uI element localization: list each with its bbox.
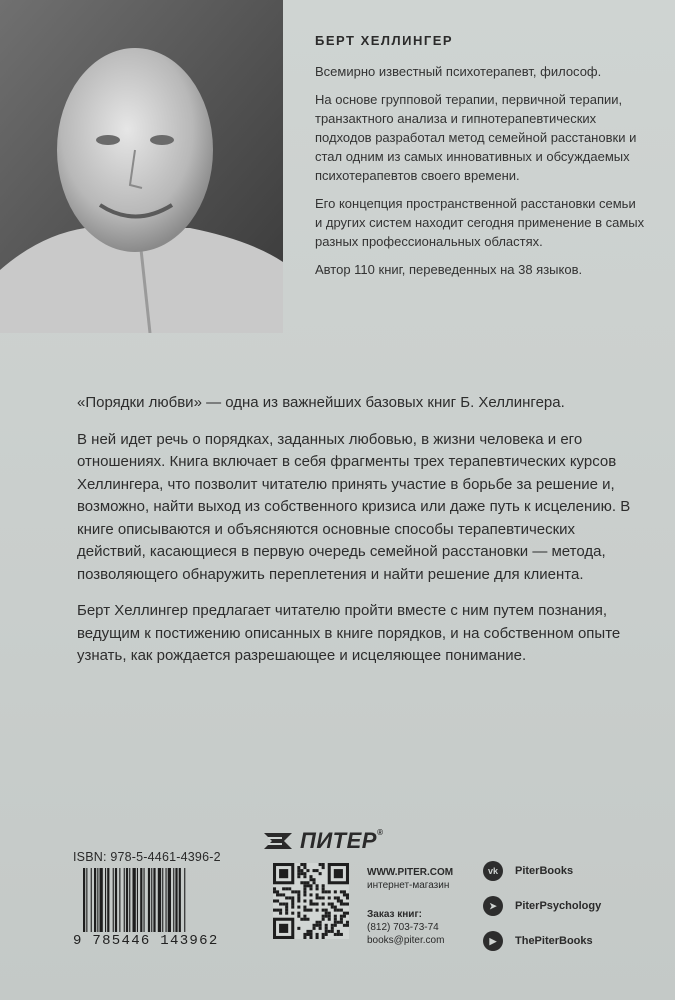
author-bio: [315, 62, 645, 288]
qr-module: [331, 906, 334, 909]
qr-module: [313, 878, 316, 881]
qr-module: [343, 890, 346, 893]
qr-module: [337, 933, 340, 936]
qr-module: [309, 884, 312, 887]
qr-module: [334, 890, 337, 893]
qr-module: [306, 930, 309, 933]
qr-module: [337, 899, 340, 902]
qr-module: [285, 906, 288, 909]
qr-module: [285, 887, 288, 890]
qr-module: [337, 909, 340, 912]
barcode-bar: [94, 868, 96, 932]
qr-module: [319, 896, 322, 899]
barcode-digits: 9 785446 143962: [73, 933, 219, 949]
social-link-youtube[interactable]: [483, 930, 601, 952]
qr-module: [291, 890, 294, 893]
barcode-bar: [168, 868, 171, 932]
qr-module: [297, 893, 300, 896]
qr-module: [316, 921, 319, 924]
qr-module: [316, 893, 319, 896]
qr-module: [297, 927, 300, 930]
qr-module: [282, 893, 285, 896]
qr-module: [316, 869, 319, 872]
qr-module: [346, 893, 349, 896]
qr-module: [273, 887, 276, 890]
qr-module: [297, 899, 300, 902]
barcode-bar: [86, 868, 87, 932]
qr-module: [303, 899, 306, 902]
qr-module: [297, 869, 300, 872]
qr-module: [291, 903, 294, 906]
qr-module: [316, 933, 319, 936]
qr-module: [309, 933, 312, 936]
qr-module: [303, 887, 306, 890]
qr-module: [297, 866, 300, 869]
qr-module: [309, 936, 312, 939]
qr-module: [322, 887, 325, 890]
qr-module: [340, 918, 343, 921]
barcode-bar: [124, 868, 125, 932]
qr-module: [340, 921, 343, 924]
qr-module: [309, 930, 312, 933]
barcode-bar: [140, 868, 142, 932]
qr-module: [297, 906, 300, 909]
order-info: [367, 908, 444, 947]
qr-module: [300, 869, 303, 872]
qr-module: [319, 863, 322, 866]
qr-module: [322, 866, 325, 869]
qr-module: [325, 912, 328, 915]
qr-module: [303, 884, 306, 887]
qr-module: [316, 903, 319, 906]
qr-module: [325, 924, 328, 927]
piter-arrow-icon: [262, 829, 298, 853]
barcode-block: [73, 850, 243, 950]
qr-module: [319, 927, 322, 930]
qr-module: [303, 890, 306, 893]
publisher-shop: [367, 866, 453, 892]
qr-module: [291, 899, 294, 902]
qr-module: [319, 872, 322, 875]
qr-module: [291, 912, 294, 915]
qr-module: [340, 899, 343, 902]
qr-module: [328, 912, 331, 915]
qr-module: [276, 899, 279, 902]
barcode-bar: [129, 868, 130, 932]
qr-module: [313, 881, 316, 884]
barcode-bar: [158, 868, 161, 932]
qr-module: [303, 906, 306, 909]
qr-module: [279, 903, 282, 906]
qr-module: [325, 927, 328, 930]
qr-module: [334, 906, 337, 909]
qr-module: [322, 936, 325, 939]
qr-module: [313, 927, 316, 930]
qr-module: [313, 869, 316, 872]
qr-module: [306, 881, 309, 884]
qr-module: [343, 912, 346, 915]
qr-module: [343, 924, 346, 927]
qr-module: [309, 887, 312, 890]
qr-module: [328, 930, 331, 933]
qr-module: [279, 912, 282, 915]
qr-module: [337, 930, 340, 933]
qr-module: [303, 936, 306, 939]
qr-module: [288, 896, 291, 899]
qr-module: [322, 890, 325, 893]
qr-module: [294, 890, 297, 893]
qr-module: [340, 890, 343, 893]
qr-module: [285, 896, 288, 899]
qr-module: [328, 890, 331, 893]
qr-module: [334, 869, 343, 878]
qr-module: [322, 909, 325, 912]
publisher-logo: [262, 828, 383, 854]
qr-module: [279, 924, 288, 933]
barcode-bar: [148, 868, 150, 932]
qr-module: [306, 884, 309, 887]
qr-module: [297, 896, 300, 899]
qr-module: [319, 924, 322, 927]
qr-module: [306, 918, 309, 921]
qr-module: [276, 890, 279, 893]
qr-module: [334, 921, 337, 924]
barcode-bar: [107, 868, 109, 932]
barcode-bar: [166, 868, 167, 932]
qr-module: [303, 933, 306, 936]
qr-module: [340, 915, 343, 918]
qr-module: [303, 863, 306, 866]
barcode-bar: [126, 868, 128, 932]
qr-module: [322, 915, 325, 918]
qr-module: [346, 924, 349, 927]
qr-module: [276, 909, 279, 912]
qr-module: [346, 896, 349, 899]
qr-module: [334, 909, 337, 912]
barcode-bar: [100, 868, 103, 932]
qr-module: [325, 890, 328, 893]
social-label: PiterPsychology: [515, 900, 602, 912]
order-label: Заказ книг:: [367, 909, 422, 920]
qr-module: [316, 936, 319, 939]
barcode-bar: [162, 868, 163, 932]
barcode-icon: [73, 868, 243, 934]
qr-module: [325, 930, 328, 933]
qr-module: [316, 924, 319, 927]
qr-module: [303, 915, 306, 918]
youtube-icon: ▶: [483, 931, 503, 951]
author-name: БЕРТ ХЕЛЛИНГЕР: [315, 33, 454, 48]
publisher-name: ПИТЕР®: [300, 828, 384, 853]
qr-module: [322, 918, 325, 921]
qr-module: [328, 918, 331, 921]
qr-module: [303, 875, 306, 878]
author-photo: [0, 0, 283, 333]
qr-module: [279, 909, 282, 912]
bio-paragraph: Автор 110 книг, переведенных на 38 языков.: [315, 262, 583, 277]
qr-module: [343, 903, 346, 906]
qr-module: [285, 909, 288, 912]
qr-module: [297, 912, 300, 915]
barcode-bar: [105, 868, 106, 932]
qr-module: [331, 924, 334, 927]
qr-module: [313, 903, 316, 906]
qr-module: [273, 909, 276, 912]
bio-paragraph: Всемирно известный психотерапевт, философ.: [315, 64, 602, 79]
barcode-bar: [97, 868, 98, 932]
qr-module: [322, 884, 325, 887]
qr-module: [285, 912, 288, 915]
barcode-bar: [137, 868, 138, 932]
barcode-bar: [179, 868, 181, 932]
qr-module: [322, 896, 325, 899]
qr-module: [297, 875, 300, 878]
qr-module: [282, 887, 285, 890]
qr-module: [300, 863, 303, 866]
qr-module: [331, 930, 334, 933]
qr-module: [303, 918, 306, 921]
qr-module: [276, 893, 279, 896]
qr-module: [328, 903, 331, 906]
barcode-bar: [115, 868, 117, 932]
qr-code-icon: [273, 863, 349, 939]
qr-module: [346, 903, 349, 906]
qr-module: [340, 909, 343, 912]
qr-module: [297, 915, 300, 918]
qr-module: [343, 893, 346, 896]
qr-module: [322, 863, 325, 866]
qr-module: [325, 933, 328, 936]
qr-module: [309, 878, 312, 881]
qr-module: [303, 881, 306, 884]
qr-module: [306, 933, 309, 936]
qr-module: [334, 915, 337, 918]
qr-module: [316, 884, 319, 887]
qr-module: [297, 872, 300, 875]
qr-module: [331, 927, 334, 930]
social-label: ThePiterBooks: [515, 935, 593, 947]
description-paragraph: «Порядки любви» — одна из важнейших базовых книг Б. Хеллингера.: [77, 394, 565, 411]
bio-paragraph: Его концепция пространственной расстановки семьи и других систем находит сегодня применение в самых разных профессиональных областях.: [315, 196, 645, 249]
barcode-bar: [184, 868, 185, 932]
qr-module: [279, 869, 288, 878]
qr-module: [279, 893, 282, 896]
qr-module: [303, 866, 306, 869]
description-paragraph: В ней идет речь о порядках, заданных любовью, в жизни человека и его отношениях. Книга включает в себя фрагменты трех терапевтических курсов Хеллингера, что позволит читателю принять участие в борьбе за решение и, возможно, найти выход из собственного кризиса или даже путь к исцелению. В книге описываются и объясняются основные способы терапевтических действий, касающиеся в первую очередь семейной расстановки — метода, позволяющего обнаружить переплетения и найти решение для клиента.: [77, 430, 631, 583]
qr-module: [325, 915, 328, 918]
qr-module: [328, 915, 331, 918]
qr-module: [322, 903, 325, 906]
qr-module: [300, 872, 303, 875]
qr-module: [291, 896, 294, 899]
qr-module: [303, 909, 306, 912]
vk-icon: vk: [483, 861, 503, 881]
qr-module: [319, 921, 322, 924]
qr-module: [282, 903, 285, 906]
qr-module: [309, 899, 312, 902]
qr-module: [306, 909, 309, 912]
qr-module: [334, 924, 337, 927]
qr-module: [300, 881, 303, 884]
barcode-bar: [151, 868, 152, 932]
barcode-bar: [175, 868, 177, 932]
barcode-bar: [173, 868, 174, 932]
qr-module: [309, 893, 312, 896]
qr-module: [313, 924, 316, 927]
description-paragraph: Берт Хеллингер предлагает читателю пройти вместе с ним путем познания, ведущим к постижению описанных в книге порядков, и на собственном опыте узнать, как рождается разрешающее и исцеляющее понимание.: [77, 602, 621, 664]
qr-module: [337, 896, 340, 899]
social-link-telegram[interactable]: [483, 895, 601, 917]
qr-module: [297, 890, 300, 893]
qr-module: [306, 869, 309, 872]
barcode-bar: [91, 868, 92, 932]
barcode-bar: [153, 868, 155, 932]
qr-module: [322, 933, 325, 936]
qr-module: [331, 903, 334, 906]
isbn-text: ISBN: 978-5-4461-4396-2: [73, 850, 221, 864]
qr-module: [300, 918, 303, 921]
telegram-icon: ➤: [483, 896, 503, 916]
social-link-vk[interactable]: [483, 860, 601, 882]
qr-module: [334, 896, 337, 899]
qr-module: [273, 890, 276, 893]
barcode-bar: [83, 868, 85, 932]
qr-module: [334, 918, 337, 921]
qr-module: [316, 887, 319, 890]
qr-module: [316, 909, 319, 912]
qr-module: [340, 903, 343, 906]
shop-label: интернет-магазин: [367, 880, 450, 891]
social-label: PiterBooks: [515, 865, 574, 877]
qr-module: [273, 899, 276, 902]
barcode-bar: [144, 868, 145, 932]
qr-module: [343, 915, 346, 918]
qr-module: [303, 893, 306, 896]
qr-module: [303, 872, 306, 875]
qr-module: [316, 896, 319, 899]
qr-module: [309, 909, 312, 912]
qr-module: [334, 933, 337, 936]
qr-module: [309, 903, 312, 906]
qr-module: [340, 933, 343, 936]
barcode-bar: [133, 868, 136, 932]
book-description: [77, 392, 632, 682]
qr-module: [337, 921, 340, 924]
qr-module: [346, 921, 349, 924]
qr-module: [291, 906, 294, 909]
qr-module: [288, 887, 291, 890]
qr-module: [325, 909, 328, 912]
qr-module: [346, 912, 349, 915]
barcode-bar: [119, 868, 120, 932]
qr-module: [285, 903, 288, 906]
order-email[interactable]: books@piter.com: [367, 935, 445, 946]
site-link[interactable]: WWW.PITER.COM: [367, 867, 454, 878]
bio-paragraph: На основе групповой терапии, первичной терапии, транзактного анализа и гипнотерапевтических подходов разработал метод семейной расстановки и стал одним из самых инновативных и обсуждаемых психотерапевтов своего времени.: [315, 92, 637, 183]
social-links: [483, 860, 601, 965]
qr-module: [309, 875, 312, 878]
order-phone: (812) 703-73-74: [367, 922, 439, 933]
barcode-bar: [113, 868, 114, 932]
qr-module: [328, 896, 331, 899]
